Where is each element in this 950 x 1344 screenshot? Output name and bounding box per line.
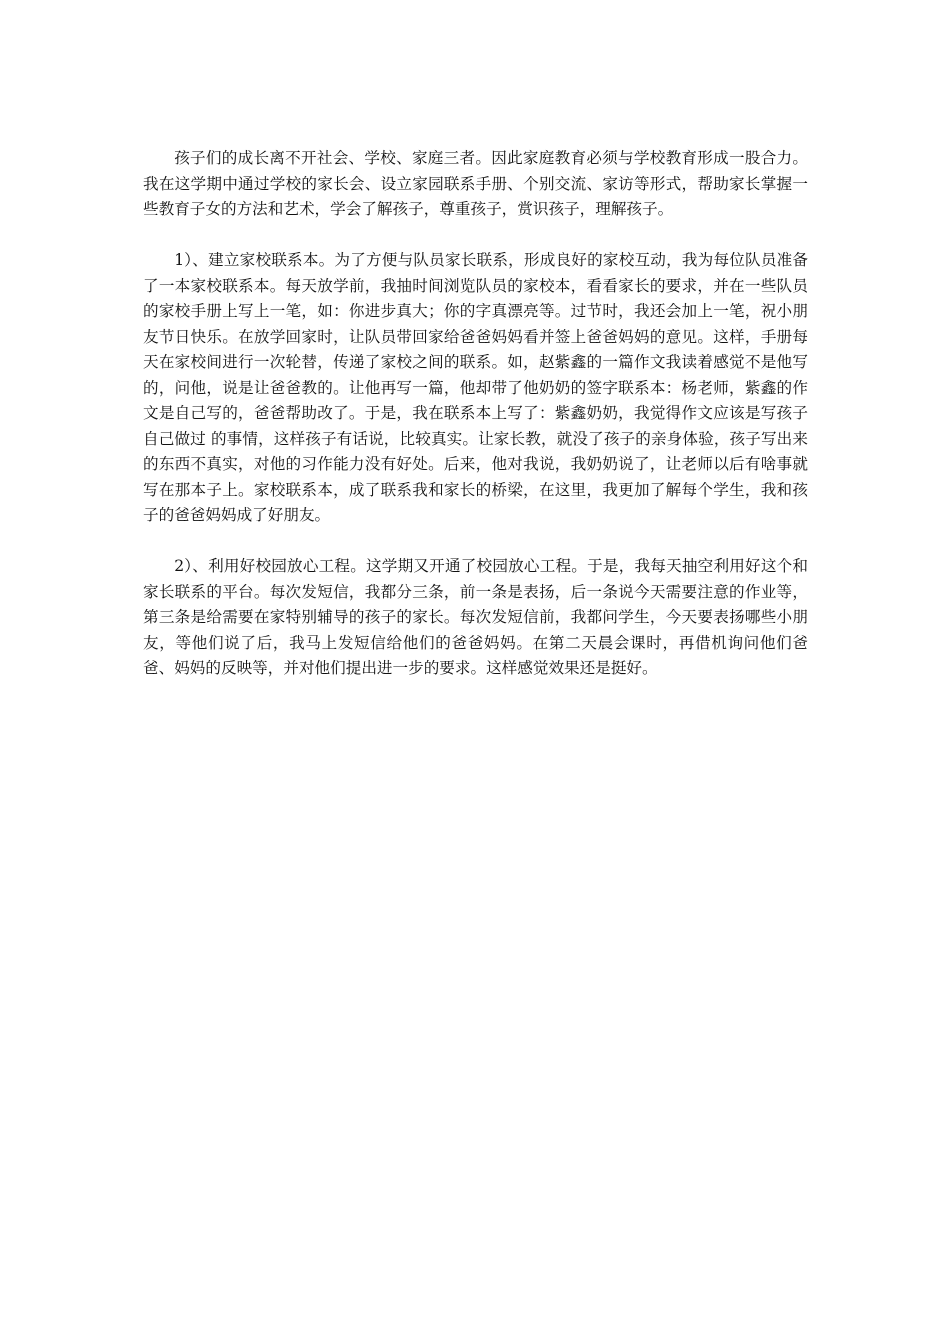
paragraph-campus-messaging: 2）、利用好校园放心工程。这学期又开通了校园放心工程。于是，我每天抽空利用好这个和家长联系的平台。每次发短信，我都分三条，前一条是表扬，后一条说今天需要注意的作业等，第三条是给需要在家特别辅导的孩子的家长。每次发短信前，我都问学生，今天要表扬哪些小朋友，等他们说了后，我马上发短信给他们的爸爸妈妈。在第二天晨会课时，再借机询问他们爸爸、妈妈的反映等，并对他们提出进一步的要求。这样感觉效果还是挺好。 bbox=[143, 557, 808, 677]
paragraph-intro: 孩子们的成长离不开社会、学校、家庭三者。因此家庭教育必须与学校教育形成一股合力。我在这学期中通过学校的家长会、设立家园联系手册、个别交流、家访等形式，帮助家长掌握一些教育子女的方法和艺术，学会了解孩子，尊重孩子，赏识孩子，理解孩子。 bbox=[143, 149, 808, 218]
document-body bbox=[143, 146, 808, 682]
paragraph-home-school-notebook: 1）、建立家校联系本。为了方便与队员家长联系，形成良好的家校互动，我为每位队员准备了一本家校联系本。每天放学前，我抽时间浏览队员的家校本，看看家长的要求，并在一些队员的家校手册上写上一笔，如：你进步真大；你的字真漂亮等。过节时，我还会加上一笔，祝小朋友节日快乐。在放学回家时，让队员带回家给爸爸妈妈看并签上爸爸妈妈的意见。这样，手册每天在家校间进行一次轮替，传递了家校之间的联系。如，赵紫鑫的一篇作文我读着感觉不是他写的，问他，说是让爸爸教的。让他再写一篇，他却带了他奶奶的签字联系本：杨老师，紫鑫的作文是自己写的，爸爸帮助改了。于是，我在联系本上写了：紫鑫奶奶，我觉得作文应该是写孩子自己做过 的事情，这样孩子有话说，比较真实。让家长教，就没了孩子的亲身体验，孩子写出来的东西不真实，对他的习作能力没有好处。后来，他对我说，我奶奶说了，让老师以后有啥事就写在那本子上。家校联系本，成了联系我和家长的桥梁，在这里，我更加了解每个学生，我和孩子的爸爸妈妈成了好朋友。 bbox=[143, 251, 808, 524]
